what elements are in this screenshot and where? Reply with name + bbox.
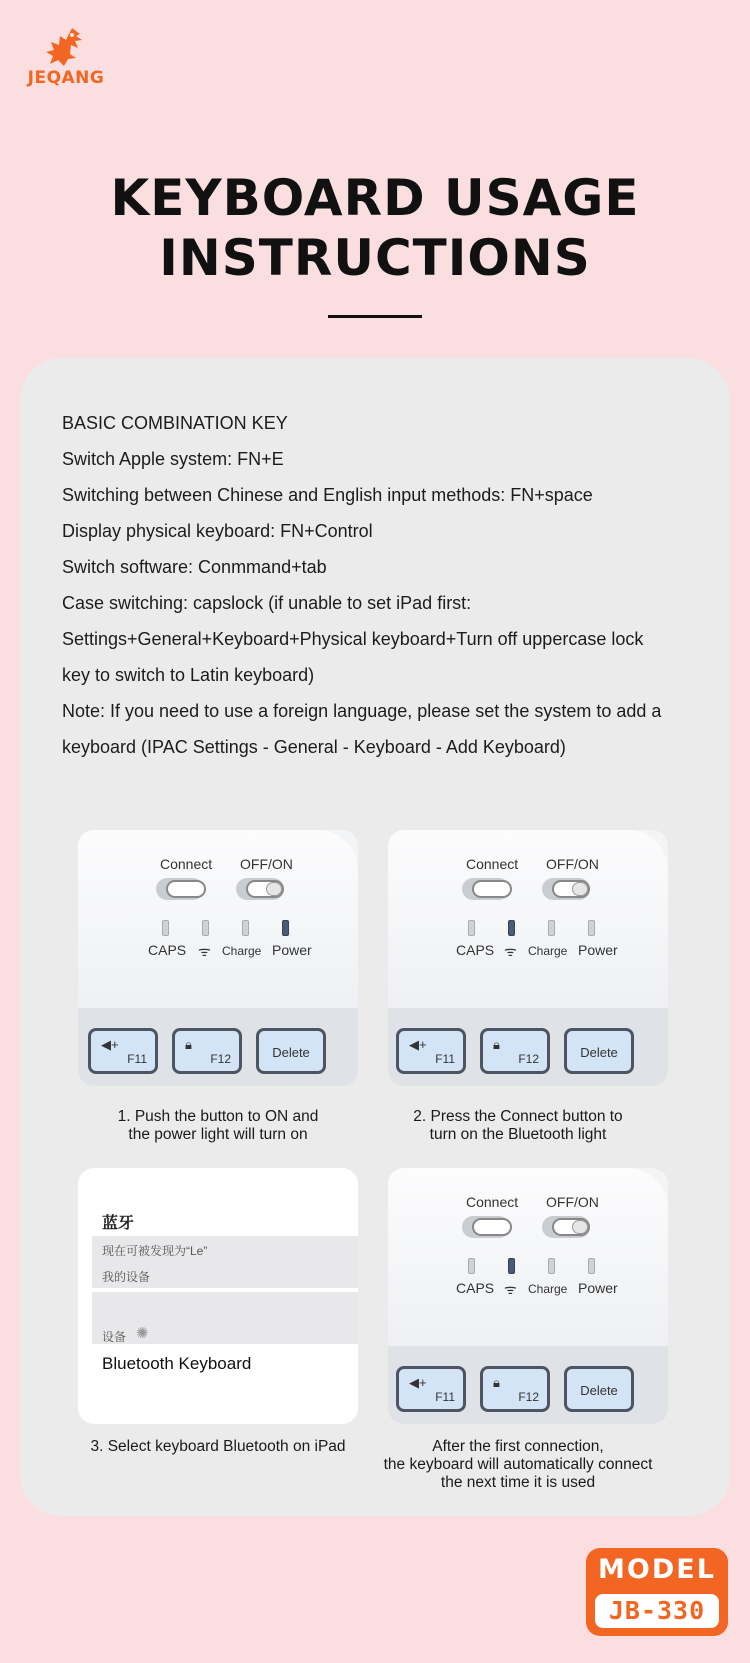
caption-line: the power light will turn on xyxy=(128,1126,308,1143)
power-label: Power xyxy=(578,942,618,958)
offon-label: OFF/ON xyxy=(546,856,599,872)
offon-label: OFF/ON xyxy=(240,856,293,872)
connect-label: Connect xyxy=(160,856,213,872)
charge-label: Charge xyxy=(528,944,568,958)
power-label: Power xyxy=(578,1280,618,1296)
lock-icon: 🔒︎ xyxy=(493,1037,500,1052)
f12-key[interactable] xyxy=(480,1366,550,1412)
instruction-line: Switch Apple system: FN+E xyxy=(62,449,284,469)
bluetooth-led xyxy=(508,1258,515,1274)
delete-label: Delete xyxy=(580,1045,618,1060)
caption-line: turn on the Bluetooth light xyxy=(429,1126,607,1143)
lock-icon: 🔒︎ xyxy=(493,1375,500,1390)
dragon-icon xyxy=(42,26,90,72)
caption-line: 1. Push the button to ON and xyxy=(117,1108,319,1125)
model-badge xyxy=(586,1548,728,1636)
model-number: JB-330 xyxy=(595,1594,719,1628)
caps-label: CAPS xyxy=(148,942,187,958)
f12-key[interactable] xyxy=(480,1028,550,1074)
f12-label: F12 xyxy=(210,1052,231,1066)
instructions-list xyxy=(62,405,702,765)
keyboard-body xyxy=(388,830,668,1008)
caps-led xyxy=(162,920,169,936)
wifi-icon: ᯤ xyxy=(504,1281,517,1297)
instruction-line: keyboard (IPAC Settings - General - Keyboard - Add Keyboard) xyxy=(62,737,566,757)
f12-key[interactable] xyxy=(172,1028,242,1074)
lock-icon: 🔒︎ xyxy=(185,1037,192,1052)
brand-logo xyxy=(20,26,112,100)
instruction-line: BASIC COMBINATION KEY xyxy=(62,413,288,433)
step2-caption xyxy=(368,1108,668,1144)
f12-label: F12 xyxy=(518,1052,539,1066)
caps-label: CAPS xyxy=(456,1280,495,1296)
devices-text: 设备 xyxy=(102,1330,127,1344)
wifi-icon: ᯤ xyxy=(198,943,211,959)
bluetooth-led xyxy=(508,920,515,936)
step1-caption xyxy=(68,1108,368,1144)
power-led xyxy=(282,920,289,936)
caps-label: CAPS xyxy=(456,942,495,958)
f11-label: F11 xyxy=(435,1052,455,1066)
power-led xyxy=(588,920,595,936)
caption-line: 2. Press the Connect button to xyxy=(413,1108,623,1125)
volume-up-icon: ◀+ xyxy=(409,1375,427,1390)
power-knob xyxy=(266,882,282,896)
caps-led xyxy=(468,1258,475,1274)
power-switch[interactable] xyxy=(552,1218,590,1236)
devices-row xyxy=(92,1292,358,1344)
step4-caption xyxy=(368,1438,668,1492)
charge-label: Charge xyxy=(528,1282,568,1296)
connect-button[interactable] xyxy=(472,1218,512,1236)
keyboard-panel-step1 xyxy=(78,830,358,1086)
charge-led xyxy=(548,920,555,936)
delete-key[interactable] xyxy=(256,1028,326,1074)
delete-key[interactable] xyxy=(564,1028,634,1074)
delete-label: Delete xyxy=(272,1045,310,1060)
title-divider xyxy=(328,315,422,318)
keyboard-body xyxy=(388,1168,668,1346)
instruction-line: key to switch to Latin keyboard) xyxy=(62,665,315,685)
wifi-icon: ᯤ xyxy=(504,943,517,959)
f11-key[interactable] xyxy=(396,1366,466,1412)
keyboard-panel-step4 xyxy=(388,1168,668,1424)
instruction-line: Note: If you need to use a foreign language, please set the system to add a xyxy=(62,701,662,721)
charge-led xyxy=(548,1258,555,1274)
volume-up-icon: ◀+ xyxy=(409,1037,427,1052)
f11-label: F11 xyxy=(435,1390,455,1404)
my-devices-text: 我的设备 xyxy=(102,1270,151,1284)
power-knob xyxy=(572,1220,588,1234)
power-label: Power xyxy=(272,942,312,958)
f11-key[interactable] xyxy=(396,1028,466,1074)
f12-label: F12 xyxy=(518,1390,539,1404)
page-title xyxy=(0,168,750,288)
instruction-line: Switch software: Conmmand+tab xyxy=(62,557,327,577)
offon-label: OFF/ON xyxy=(546,1194,599,1210)
title-line-1: KEYBOARD USAGE xyxy=(110,169,640,227)
keyboard-panel-step2 xyxy=(388,830,668,1086)
power-led xyxy=(588,1258,595,1274)
power-switch[interactable] xyxy=(246,880,284,898)
brand-name: JEQANG xyxy=(27,68,105,88)
caps-led xyxy=(468,920,475,936)
charge-led xyxy=(242,920,249,936)
delete-key[interactable] xyxy=(564,1366,634,1412)
caption-line: the keyboard will automatically connect xyxy=(383,1456,653,1473)
connect-button[interactable] xyxy=(166,880,206,898)
bluetooth-led xyxy=(202,920,209,936)
instruction-line: Switching between Chinese and English input methods: FN+space xyxy=(62,485,593,505)
instruction-line: Display physical keyboard: FN+Control xyxy=(62,521,373,541)
caption-line: 3. Select keyboard Bluetooth on iPad xyxy=(90,1438,346,1455)
title-line-2: INSTRUCTIONS xyxy=(159,229,591,287)
connect-button[interactable] xyxy=(472,880,512,898)
ipad-bluetooth-screen xyxy=(78,1168,358,1424)
model-label: MODEL xyxy=(598,1554,716,1585)
f11-key[interactable] xyxy=(88,1028,158,1074)
delete-label: Delete xyxy=(580,1383,618,1398)
connect-label: Connect xyxy=(466,1194,519,1210)
volume-up-icon: ◀+ xyxy=(101,1037,119,1052)
loading-spinner-icon: ✺ xyxy=(136,1325,149,1342)
instruction-line: Settings+General+Keyboard+Physical keyboard+Turn off uppercase lock xyxy=(62,629,644,649)
step3-caption xyxy=(68,1438,368,1456)
power-switch[interactable] xyxy=(552,880,590,898)
instruction-line: Case switching: capslock (if unable to set iPad first: xyxy=(62,593,472,613)
caption-line: the next time it is used xyxy=(440,1474,596,1491)
discoverable-text: 现在可被发现为“Le” xyxy=(102,1244,208,1258)
power-knob xyxy=(572,882,588,896)
f11-label: F11 xyxy=(127,1052,147,1066)
charge-label: Charge xyxy=(222,944,262,958)
bluetooth-keyboard-item[interactable]: Bluetooth Keyboard xyxy=(102,1354,252,1373)
bluetooth-title: 蓝牙 xyxy=(102,1215,135,1232)
connect-label: Connect xyxy=(466,856,519,872)
keyboard-body xyxy=(78,830,358,1008)
caption-line: After the first connection, xyxy=(432,1438,604,1455)
